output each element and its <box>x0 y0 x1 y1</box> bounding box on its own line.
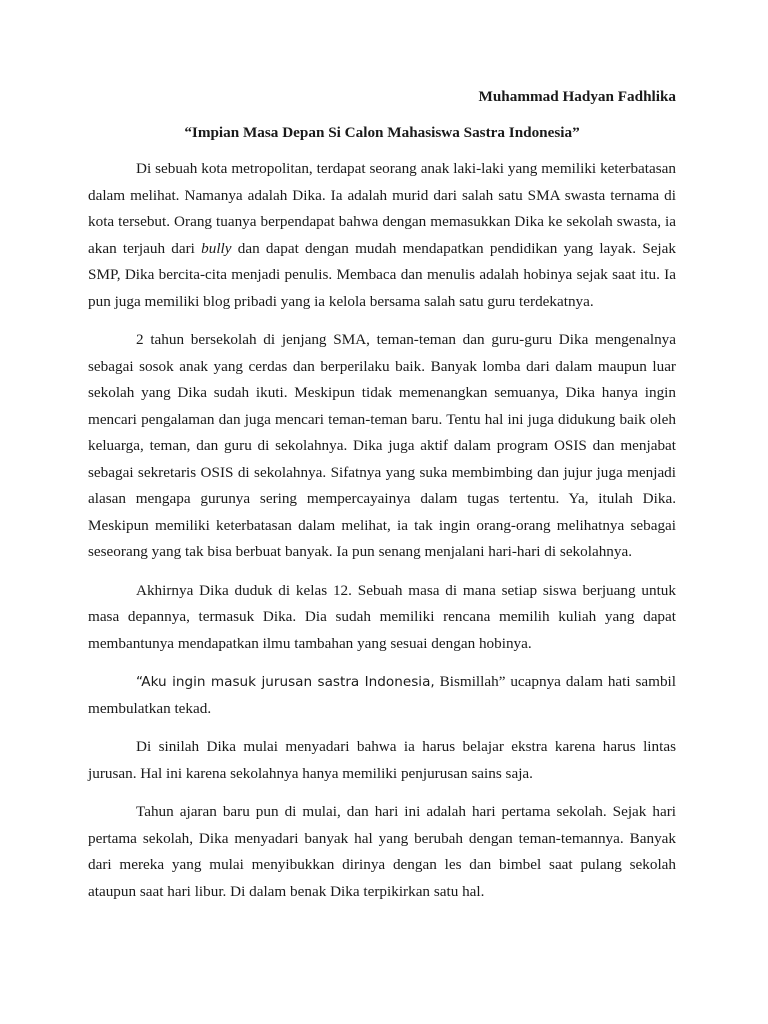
paragraph-1-text-b: dan dapat dengan mudah mendapatkan pendidikan yang layak. Sejak SMP, Dika bercita-cita menjadi penulis. Membaca dan menulis adalah hobinya sejak saat itu. Ia pun juga memiliki blog pribadi yang ia kelola bersama salah satu guru terdekatnya. <box>88 239 676 310</box>
italic-word-bully: bully <box>201 239 232 257</box>
paragraph-4-text: Bismillah” ucapnya dalam hati sambil membulatkan tekad. <box>88 673 676 717</box>
document-page <box>88 84 676 917</box>
paragraph-5: Di sinilah Dika mulai menyadari bahwa ia harus belajar ekstra karena harus lintas jurusan. Hal ini karena sekolahnya hanya memiliki penjurusan sains saja. <box>88 738 676 782</box>
author-name: Muhammad Hadyan Fadhlika <box>478 88 676 105</box>
document-title: “Impian Masa Depan Si Calon Mahasiswa Sastra Indonesia” <box>184 123 580 141</box>
paragraph-6: Tahun ajaran baru pun di mulai, dan hari ini adalah hari pertama sekolah. Sejak hari pertama sekolah, Dika menyadari banyak hal yang berubah dengan teman-temannya. Banyak dari mereka yang mulai menyibukkan dirinya dengan les dan bimbel saat pulang sekolah ataupun saat hari libur. Di dalam benak Dika terpikirkan satu hal. <box>88 803 676 900</box>
paragraph-1 <box>88 156 676 315</box>
paragraph-2: 2 tahun bersekolah di jenjang SMA, teman-teman dan guru-guru Dika mengenalnya sebagai sosok anak yang cerdas dan berperilaku baik. Banyak lomba dari dalam maupun luar sekolah yang Dika sudah ikuti. Meskipun tidak memenangkan semuanya, Dika hanya ingin mencari pengalaman dan juga mencari teman-teman baru. Tentu hal ini juga didukung baik oleh keluarga, teman, dan guru di sekolahnya. Dika juga aktif dalam program OSIS dan menjabat sebagai sekretaris OSIS di sekolahnya. Sifatnya yang suka membimbing dan jujur juga menjadi alasan mengapa gurunya sering mempercayainya dalam tugas tertentu. Ya, itulah Dika. Meskipun memiliki keterbatasan dalam melihat, ia tak ingin orang-orang melihatnya sebagai seseorang yang tak bisa berbuat banyak. Ia pun senang menjalani hari-hari di sekolahnya. <box>88 331 676 560</box>
paragraph-3: Akhirnya Dika duduk di kelas 12. Sebuah masa di mana setiap siswa berjuang untuk masa depannya, termasuk Dika. Dia sudah memiliki rencana memilih kuliah yang dapat membantunya mendapatkan ilmu tambahan yang sesuai dengan hobinya. <box>88 581 676 652</box>
paragraph-1-text-a: Di sebuah kota metropolitan, terdapat seorang anak laki-laki yang memiliki keterbatasan dalam melihat. Namanya adalah Dika. Ia adalah murid dari salah satu SMA swasta ternama di kota tersebut. Orang tuanya berpendapat bahwa dengan memasukkan Dika ke sekolah swasta, ia akan terjauh dari <box>88 160 676 257</box>
dialogue-quote: “Aku ingin masuk jurusan sastra Indonesia, <box>136 674 435 690</box>
paragraph-4 <box>88 669 676 722</box>
